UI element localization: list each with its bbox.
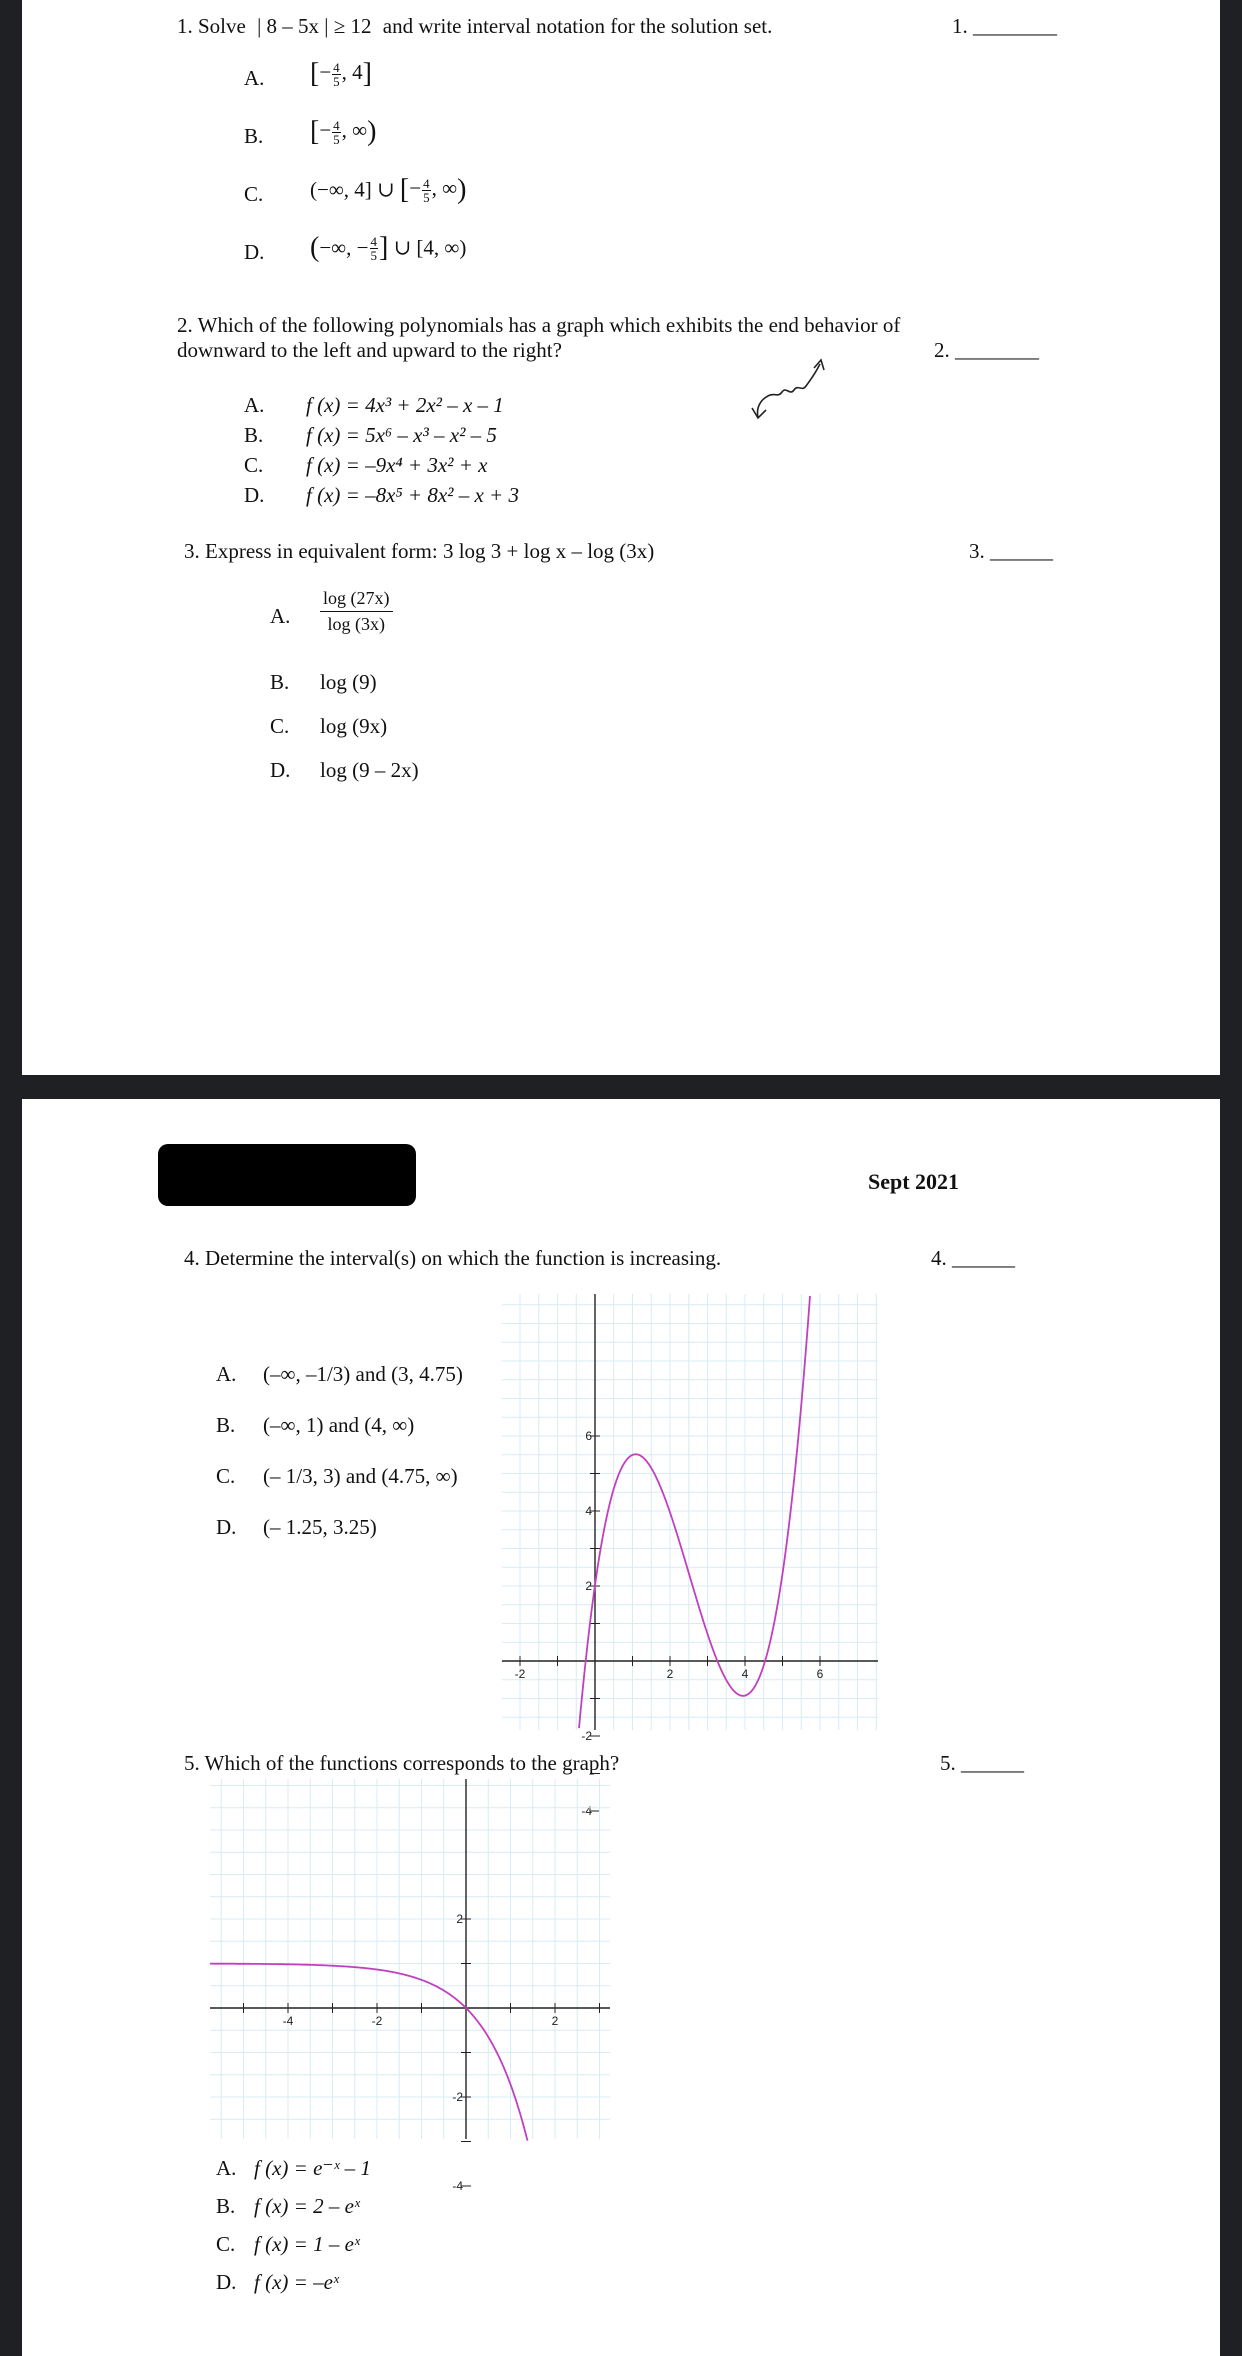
q1-inequality: | 8 – 5x | ≥ 12	[257, 14, 372, 38]
option-text: log (9 – 2x)	[320, 758, 419, 782]
option-letter: A.	[216, 2156, 237, 2180]
q3-option-c[interactable]	[270, 714, 387, 739]
q5-option-b[interactable]	[216, 2187, 371, 2225]
interval-start: (−∞, 4] ∪	[310, 177, 400, 202]
option-letter: B.	[270, 670, 290, 694]
interval-rest: ∪ [4, ∞)	[388, 235, 467, 260]
question-2-prompt-line2: downward to the left and upward to the right?	[177, 338, 562, 362]
question-4-prompt: 4. Determine the interval(s) on which the function is increasing.	[184, 1246, 722, 1270]
option-letter: C.	[244, 453, 264, 477]
y-tick-label: -4	[581, 1804, 592, 1818]
q1-option-d-interval	[310, 232, 466, 264]
q1-option-d-letter[interactable]: D.	[244, 240, 265, 264]
minus: −	[319, 59, 332, 84]
option-letter: B.	[244, 423, 264, 447]
q3-option-d[interactable]	[270, 758, 419, 783]
option-text: (– 1/3, 3) and (4.75, ∞)	[263, 1464, 458, 1488]
bracket: ]	[379, 232, 389, 263]
bracket: [	[310, 58, 320, 89]
option-text: f (x) = –9x⁴ + 3x² + x	[306, 453, 488, 477]
denominator: 5	[333, 73, 340, 89]
x-tick-label: 2	[666, 1667, 674, 1681]
minus: −	[409, 175, 422, 200]
redacted-name-block	[158, 1144, 416, 1206]
option-text: (–∞, 1) and (4, ∞)	[263, 1413, 415, 1437]
q5-option-d[interactable]	[216, 2263, 371, 2301]
denominator: 5	[370, 247, 377, 263]
option-text: f (x) = 4x³ + 2x² – x – 1	[306, 393, 504, 417]
numerator: log (27x)	[320, 588, 393, 612]
q2-answer-blank[interactable]: 2. ________	[934, 338, 1039, 362]
q4-option-a[interactable]	[216, 1349, 463, 1400]
q4-answer-blank[interactable]: 4. ______	[931, 1246, 1015, 1270]
q1-option-b-letter[interactable]: B.	[244, 124, 264, 148]
bracket: )	[367, 116, 377, 147]
q5-answer-blank[interactable]: 5. ______	[940, 1751, 1024, 1775]
option-text: f (x) = –8x⁵ + 8x² – x + 3	[306, 483, 519, 507]
q1-option-b-interval	[310, 116, 376, 148]
option-text: (– 1.25, 3.25)	[263, 1515, 377, 1539]
option-letter: D.	[244, 483, 265, 507]
bracket: )	[457, 174, 467, 205]
y-tick-label: -4	[452, 2179, 463, 2193]
x-tick-label: 6	[816, 1667, 824, 1681]
question-5-prompt: 5. Which of the functions corresponds to the graph?	[184, 1751, 620, 1775]
option-text: f (x) = 2 – eˣ	[254, 2194, 360, 2218]
denominator: 5	[333, 131, 340, 147]
y-tick-label: 2	[456, 1912, 463, 1926]
option-text: log (9)	[320, 670, 377, 694]
option-text: f (x) = e⁻ˣ – 1	[254, 2156, 371, 2180]
q4-option-b[interactable]	[216, 1400, 463, 1451]
handwritten-end-behavior-sketch	[744, 356, 834, 426]
question-2-prompt-line1: 2. Which of the following polynomials has a graph which exhibits the end behavior of	[177, 313, 901, 337]
q4-option-c[interactable]	[216, 1451, 463, 1502]
q4-options	[216, 1349, 463, 1553]
q4-option-d[interactable]	[216, 1502, 463, 1553]
q2-option-d[interactable]	[244, 480, 519, 510]
x-tick-label: 2	[551, 2014, 559, 2028]
q1-option-a-interval	[310, 58, 372, 90]
option-text: log (9x)	[320, 714, 388, 738]
x-tick-label: 4	[741, 1667, 749, 1681]
q1-option-a-letter[interactable]: A.	[244, 66, 265, 90]
q5-option-a[interactable]	[216, 2149, 371, 2187]
y-tick-label: 4	[585, 1504, 592, 1518]
interval-rest: , 4	[341, 59, 363, 84]
minus: −	[319, 117, 332, 142]
bracket: (	[310, 232, 320, 263]
option-letter: C.	[216, 1464, 236, 1488]
y-tick-label: 2	[585, 1579, 592, 1593]
option-letter: D.	[216, 1515, 237, 1539]
option-letter: D.	[216, 2270, 237, 2294]
fraction	[422, 177, 431, 204]
bracket: ]	[362, 58, 372, 89]
x-tick-label: -2	[371, 2014, 383, 2028]
option-letter: A.	[244, 393, 265, 417]
option-letter: A.	[216, 1362, 237, 1386]
y-tick-label: 6	[585, 1429, 592, 1443]
q5-options	[216, 2149, 371, 2301]
numerator: 4	[333, 117, 340, 133]
option-letter: C.	[216, 2232, 236, 2256]
question-1-prompt	[177, 14, 772, 39]
q3-option-b[interactable]	[270, 670, 377, 695]
q4-cubic-graph	[502, 1294, 878, 1818]
q1-prompt-start: 1. Solve	[177, 14, 246, 38]
interval-start: −∞, −	[319, 235, 369, 260]
worksheet-page-2	[22, 1099, 1220, 2356]
date-label: Sept 2021	[868, 1169, 960, 1194]
q3-option-a-fraction	[320, 588, 393, 635]
x-tick-label: -2	[514, 1667, 526, 1681]
y-tick-label: -2	[581, 1729, 592, 1743]
q1-option-c-letter[interactable]: C.	[244, 182, 264, 206]
option-letter: C.	[270, 714, 290, 738]
x-tick-label: -4	[282, 2014, 294, 2028]
option-text: f (x) = 1 – eˣ	[254, 2232, 360, 2256]
denominator: log (3x)	[327, 614, 385, 634]
q2-option-a[interactable]	[244, 390, 519, 420]
y-tick-label: -2	[452, 2090, 463, 2104]
option-text: f (x) = 5x⁶ – x³ – x² – 5	[306, 423, 497, 447]
fraction	[332, 61, 341, 88]
q1-prompt-end: and write interval notation for the solution set.	[382, 14, 773, 38]
fraction	[320, 588, 393, 635]
fraction	[370, 235, 379, 262]
q5-option-c[interactable]	[216, 2225, 371, 2263]
interval-rest: , ∞	[431, 175, 458, 200]
bracket: [	[399, 174, 410, 205]
q1-answer-blank[interactable]: 1. ________	[952, 14, 1057, 38]
option-letter: D.	[270, 758, 291, 782]
fraction	[332, 119, 341, 146]
q3-answer-blank[interactable]: 3. ______	[969, 539, 1053, 563]
denominator: 5	[423, 189, 430, 205]
numerator: 4	[333, 59, 340, 75]
option-text: f (x) = –eˣ	[254, 2270, 339, 2294]
numerator: 4	[423, 175, 430, 191]
q3-option-a-letter[interactable]: A.	[270, 604, 291, 628]
option-letter: B.	[216, 1413, 236, 1437]
q2-option-b[interactable]	[244, 420, 519, 450]
numerator: 4	[370, 233, 377, 249]
option-letter: B.	[216, 2194, 236, 2218]
option-text: (–∞, –1/3) and (3, 4.75)	[263, 1362, 463, 1386]
interval-rest: , ∞	[341, 117, 368, 142]
q2-option-c[interactable]	[244, 450, 519, 480]
q1-option-c-interval	[310, 174, 466, 206]
bracket: [	[310, 116, 320, 147]
q2-options	[244, 390, 519, 510]
worksheet-page-1	[22, 0, 1220, 1075]
question-3-prompt: 3. Express in equivalent form: 3 log 3 + log x – log (3x)	[184, 539, 655, 563]
